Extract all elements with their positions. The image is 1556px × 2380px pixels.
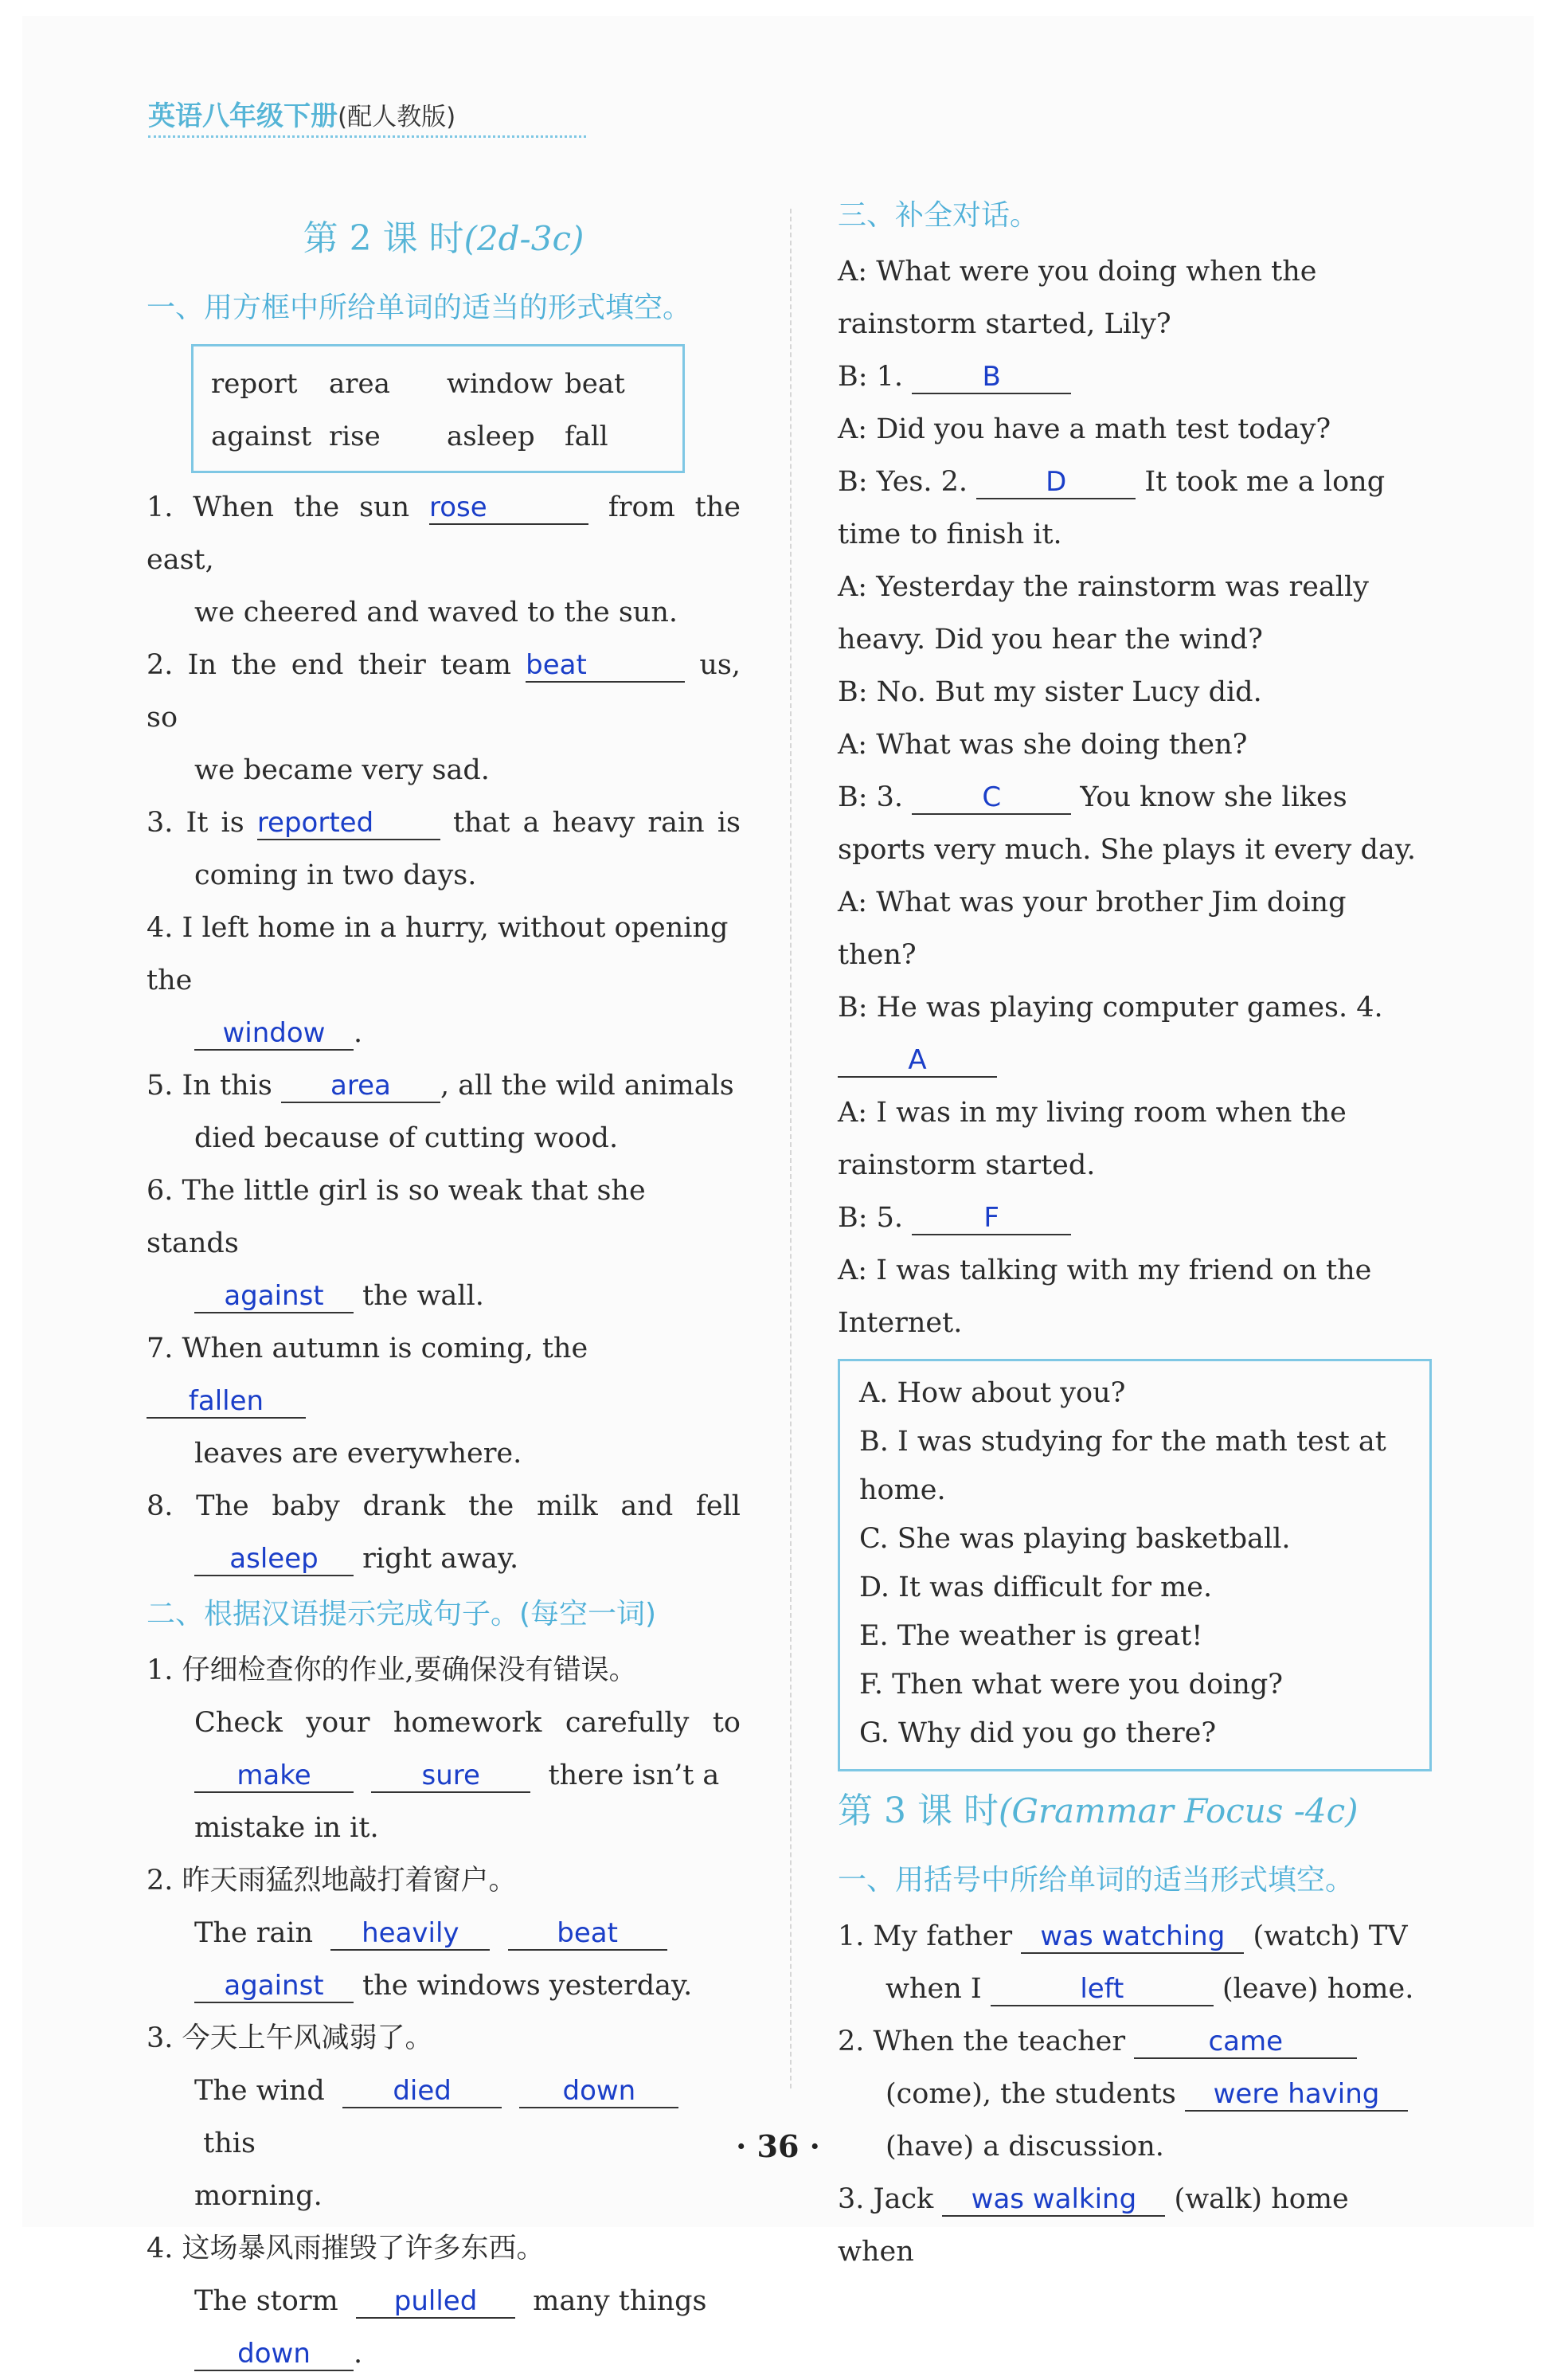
answer-blank: rose xyxy=(429,490,588,525)
word: asleep xyxy=(447,421,535,452)
lesson3-title: 第 3 课 时(Grammar Focus -4c) xyxy=(838,1791,1359,1831)
lesson2-title: 第 2 课 时(2d-3c) xyxy=(303,218,584,259)
answer-blank: area xyxy=(281,1068,440,1103)
dialogue-line: A: What were you doing when the rainstorm started, Lily? xyxy=(838,256,1317,340)
answer-blank: asleep xyxy=(194,1541,354,1576)
word-box xyxy=(191,344,685,473)
option: A. How about you? xyxy=(859,1377,1126,1409)
answer-blank: reported xyxy=(257,805,440,840)
answer-blank: was watching xyxy=(1021,1919,1244,1954)
word: against xyxy=(211,421,312,452)
exercise-item: 6. The little girl is so weak that she stands against the wall. xyxy=(147,1175,646,1312)
option: G. Why did you go there? xyxy=(859,1717,1217,1749)
section1-heading: 一、用方框中所给单词的适当的形式填空。 xyxy=(147,292,692,324)
word: area xyxy=(329,368,390,400)
exercise-item: 2. When the teacher came (come), the students were having (have) a discussion. xyxy=(838,2015,1433,2173)
dialogue-line: B: 1. B xyxy=(838,350,1433,403)
word: window xyxy=(447,368,553,400)
word: rise xyxy=(329,421,381,452)
answer-blank: window xyxy=(194,1016,354,1051)
dialogue-line: A: Did you have a math test today? xyxy=(838,413,1331,445)
answer-blank: were having xyxy=(1185,2077,1408,2112)
right-column xyxy=(838,186,1433,2278)
exercise-item: 4. I left home in a hurry, without opening the window . xyxy=(147,912,729,1049)
page-number: · 36 · xyxy=(736,2128,820,2164)
answer-blank: beat xyxy=(508,1916,667,1951)
header-divider xyxy=(148,135,586,138)
dialogue-line: B: He was playing computer games. 4. A xyxy=(838,992,1383,1076)
answer-blank: down xyxy=(194,2336,354,2371)
option: C. She was playing basketball. xyxy=(859,1523,1291,1555)
answer-blank: C xyxy=(912,780,1071,815)
option: F. Then what were you doing? xyxy=(859,1669,1284,1701)
dialogue-line: B: 5. F xyxy=(838,1192,1433,1244)
dialogue xyxy=(838,245,1433,1349)
translation-item: 4. 这场暴风雨摧毁了许多东西。 The storm pulled many things down . xyxy=(147,2233,707,2370)
answer-blank: A xyxy=(838,1043,997,1078)
section2-heading: 二、根据汉语提示完成句子。(每空一词) xyxy=(147,1598,657,1630)
left-column xyxy=(147,199,741,2380)
answer-blank: against xyxy=(194,1968,354,2003)
answer-blank: came xyxy=(1134,2024,1357,2059)
answer-blank: sure xyxy=(371,1758,530,1793)
dialogue-line: A: What was she doing then? xyxy=(838,729,1248,761)
word: fall xyxy=(565,421,608,452)
lesson3-section1-heading: 一、用括号中所给单词的适当形式填空。 xyxy=(838,1864,1355,1897)
exercise-item: 8. The baby drank the milk and fell asleep right away. xyxy=(147,1490,741,1575)
exercise-item: 5. In this area , all the wild animals died because of cutting wood. xyxy=(147,1070,734,1154)
answer-blank: beat xyxy=(526,648,685,683)
translation-item: 3. 今天上午风减弱了。 The wind died down this morning. xyxy=(147,2012,741,2222)
translation-item: 1. 仔细检查你的作业,要确保没有错误。 Check your homework carefully to make sure there isn’t a mistake in it. xyxy=(147,1654,741,1844)
translation-item: 2. 昨天雨猛烈地敲打着窗户。 The rain heavily beat against the windows yesterday. xyxy=(147,1865,693,2002)
exercise-item: 1. When the sun rose from the east, we cheered and waved to the sun. xyxy=(147,491,741,628)
dialogue-line: A: I was talking with my friend on the Internet. xyxy=(838,1255,1372,1339)
answer-blank: left xyxy=(991,1971,1214,2006)
option: D. It was difficult for me. xyxy=(859,1572,1213,1603)
exercise-item: 1. My father was watching (watch) TV when I left (leave) home. xyxy=(838,1920,1414,2005)
exercise-item: 3. It is reported that a heavy rain is coming in two days. xyxy=(147,807,741,891)
options-box xyxy=(838,1359,1432,1771)
answer-blank: down xyxy=(519,2073,678,2108)
answer-blank: D xyxy=(976,464,1136,499)
word: report xyxy=(211,368,298,400)
exercise-item: 7. When autumn is coming, the fallen leaves are everywhere. xyxy=(147,1333,588,1470)
option: B. I was studying for the math test at home. xyxy=(859,1426,1386,1506)
answer-blank: against xyxy=(194,1278,354,1313)
dialogue-line: B: No. But my sister Lucy did. xyxy=(838,676,1262,708)
answer-blank: was walking xyxy=(942,2182,1165,2217)
dialogue-line: A: I was in my living room when the rainstorm started. xyxy=(838,1097,1347,1181)
answer-blank: make xyxy=(194,1758,354,1793)
column-divider xyxy=(790,209,792,2088)
answer-blank: pulled xyxy=(356,2284,515,2319)
dialogue-line: B: Yes. 2. D It took me a long time to finish it. xyxy=(838,466,1386,550)
answer-blank: heavily xyxy=(330,1916,490,1951)
section3-heading: 三、补全对话。 xyxy=(838,199,1039,232)
running-header xyxy=(148,94,455,133)
book-title: 英语八年级下册 xyxy=(148,100,338,132)
answer-blank: fallen xyxy=(147,1384,306,1419)
dialogue-line: A: What was your brother Jim doing then? xyxy=(838,887,1347,971)
word: beat xyxy=(565,368,625,400)
answer-blank: B xyxy=(912,359,1071,394)
option: E. The weather is great! xyxy=(859,1620,1203,1652)
answer-blank: died xyxy=(342,2073,502,2108)
dialogue-line: B: 3. C You know she likes sports very much. She plays it every day. xyxy=(838,781,1416,866)
dialogue-line: A: Yesterday the rainstorm was really heavy. Did you hear the wind? xyxy=(838,571,1369,656)
answer-blank: F xyxy=(912,1200,1071,1235)
exercise-item: 2. In the end their team beat us, so we became very sad. xyxy=(147,649,741,786)
edition-label: (配人教版) xyxy=(338,103,456,131)
exercise-item: 3. Jack was walking (walk) home when xyxy=(838,2183,1349,2268)
